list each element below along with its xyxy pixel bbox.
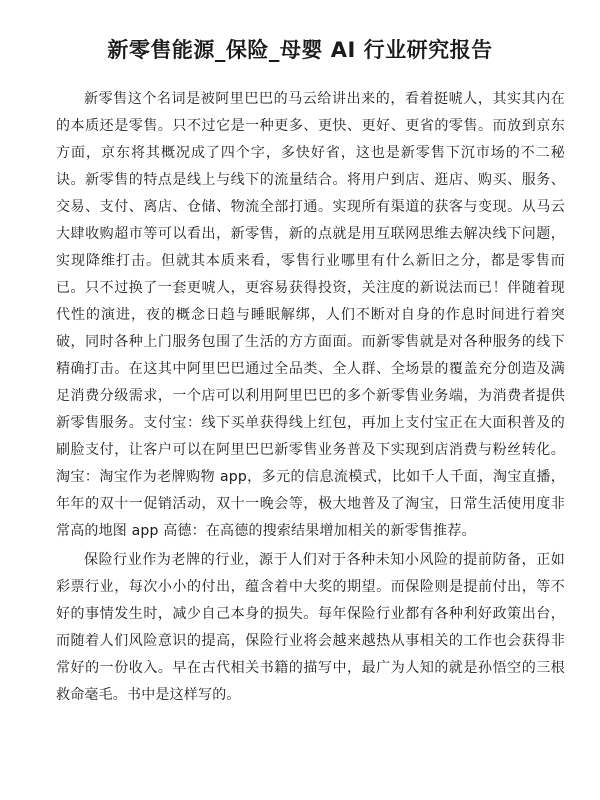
paragraph-insurance: 保险行业作为老牌的行业，源于人们对于各种未知小风险的提前防备，正如彩票行业，每次小小的付出，蕴含着中大奖的期望。而保险则是提前付出，等不好的事情发生时，减少自己本身的损失。每年保险行业都有各种利好政策出台，而随着人们风险意识的提高，保险行业将会越来越热从事相关的工作也会获得非常好的一份收入。早在古代相关书籍的描写中，最广为人知的就是孙悟空的三根救命毫毛。书中是这样写的。 bbox=[56, 552, 565, 703]
document-body bbox=[56, 86, 565, 709]
document-title: 新零售能源_保险_母婴 AI 行业研究报告 bbox=[107, 38, 493, 62]
paragraph-new-retail: 新零售这个名词是被阿里巴巴的马云给讲出来的，看着挺唬人，其实其内在的本质还是零售。只不过它是一种更多、更快、更好、更省的零售。而放到京东方面，京东将其概况成了四个字，多快好省，这也是新零售下沉市场的不二秘诀。新零售的特点是线上与线下的流量结合。将用户到店、逛店、购买、服务、交易、支付、离店、仓储、物流全部打通。实现所有渠道的获客与变现。从马云大肆收购超市等可以看出，新零售，新的点就是用互联网思维去解决线下问题，实现降维打击。但就其本质来看，零售行业哪里有什么新旧之分，都是零售而已。只不过换了一套更唬人，更容易获得投资，关注度的新说法而已！伴随着现代性的演进，夜的概念日趋与睡眠解绑，人们不断对自身的作息时间进行着突破，同时各种上门服务包围了生活的方方面面。而新零售就是对各种服务的线下精确打击。在这其中阿里巴巴通过全品类、全人群、全场景的覆盖充分创造及满足消费分级需求，一个店可以利用阿里巴巴的多个新零售业务端，为消费者提供新零售服务。支付宝：线下买单获得线上红包，再加上支付宝正在大面积普及的刷脸支付，让客户可以在阿里巴巴新零售业务普及下实现到店消费与粉丝转化。淘宝：淘宝作为老牌购物 app，多元的信息流模式，比如千人千面，淘宝直播，年年的双十一促销活动，双十一晚会等，极大地普及了淘宝，日常生活使用度非常高的地图 app 高德：在高德的搜索结果增加相关的新零售推荐。 bbox=[56, 91, 565, 539]
